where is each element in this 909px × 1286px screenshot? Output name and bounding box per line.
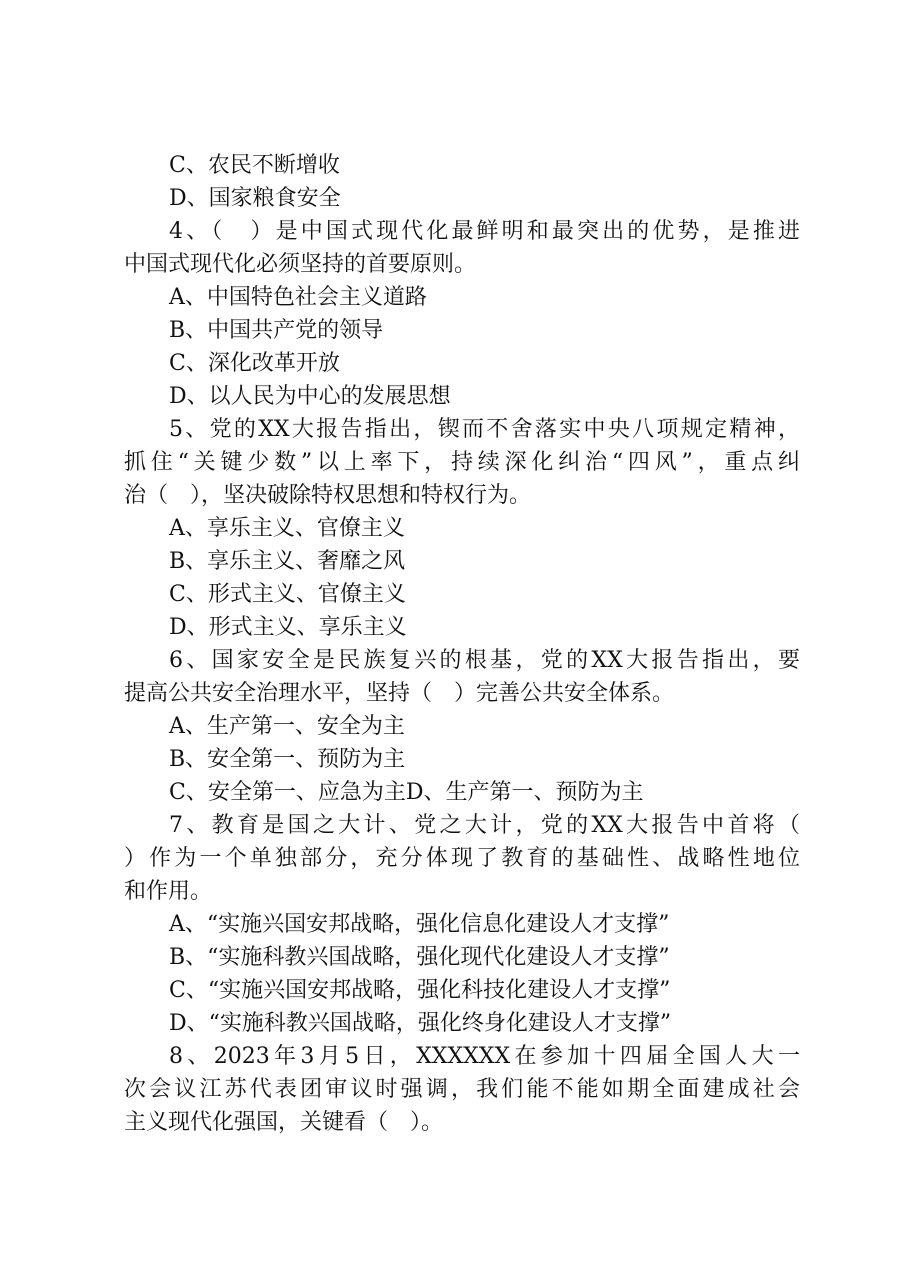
text-line: B、中国共产党的领导	[169, 318, 384, 343]
text-line: 主义现代化强国，关键看（ ）。	[124, 1110, 444, 1135]
text-line: C、农民不断增收	[169, 153, 340, 178]
document-body	[124, 149, 800, 1139]
text-line: 提高公共安全治理水平，坚持（ ）完善公共安全体系。	[124, 681, 675, 706]
text-line: 治（ ），坚决破除特权思想和特权行为。	[124, 483, 532, 508]
text-line: C、深化改革开放	[169, 351, 340, 376]
text-line: A、享乐主义、官僚主义	[169, 516, 405, 541]
text-line: A、“实施兴国安邦战略，强化信息化建设人才支撑”	[169, 912, 670, 937]
text-line: 4、（ ）是中国式现代化最鲜明和最突出的优势，是推进	[169, 219, 800, 244]
text-line: C、“实施兴国安邦战略，强化科技化建设人才支撑”	[169, 978, 671, 1003]
text-line: C、形式主义、官僚主义	[169, 582, 406, 607]
text-line: 6、国家安全是民族复兴的根基，党的XX大报告指出，要	[169, 648, 800, 673]
text-line: C、安全第一、应急为主D、生产第一、预防为主	[169, 780, 644, 805]
text-line: 中国式现代化必须坚持的首要原则。	[124, 252, 477, 277]
text-line: D、以人民为中心的发展思想	[169, 384, 451, 409]
text-line: B、享乐主义、奢靡之风	[169, 549, 406, 574]
text-line: A、中国特色社会主义道路	[169, 285, 427, 310]
text-line: 8、2023年3月5日，XXXXXX在参加十四届全国人大一	[169, 1044, 800, 1069]
text-line: A、生产第一、安全为主	[169, 714, 405, 739]
text-line: ）作为一个单独部分，充分体现了教育的基础性、战略性地位	[124, 846, 800, 871]
text-line: 5、党的XX大报告指出，锲而不舍落实中央八项规定精神，	[169, 417, 800, 442]
text-line: B、安全第一、预防为主	[169, 747, 406, 772]
text-line: 抓住“关键少数”以上率下，持续深化纠治“四风”，重点纠	[124, 450, 800, 475]
text-line: 7、教育是国之大计、党之大计，党的XX大报告中首将（	[169, 813, 800, 838]
text-line: 次会议江苏代表团审议时强调，我们能不能如期全面建成社会	[124, 1077, 800, 1102]
text-line: D、形式主义、享乐主义	[169, 615, 407, 640]
text-line: B、“实施科教兴国战略，强化现代化建设人才支撑”	[169, 945, 670, 970]
text-line: D、国家粮食安全	[169, 186, 341, 211]
text-line: D、“实施科教兴国战略，强化终身化建设人才支撑”	[169, 1011, 672, 1036]
text-line: 和作用。	[124, 879, 213, 904]
